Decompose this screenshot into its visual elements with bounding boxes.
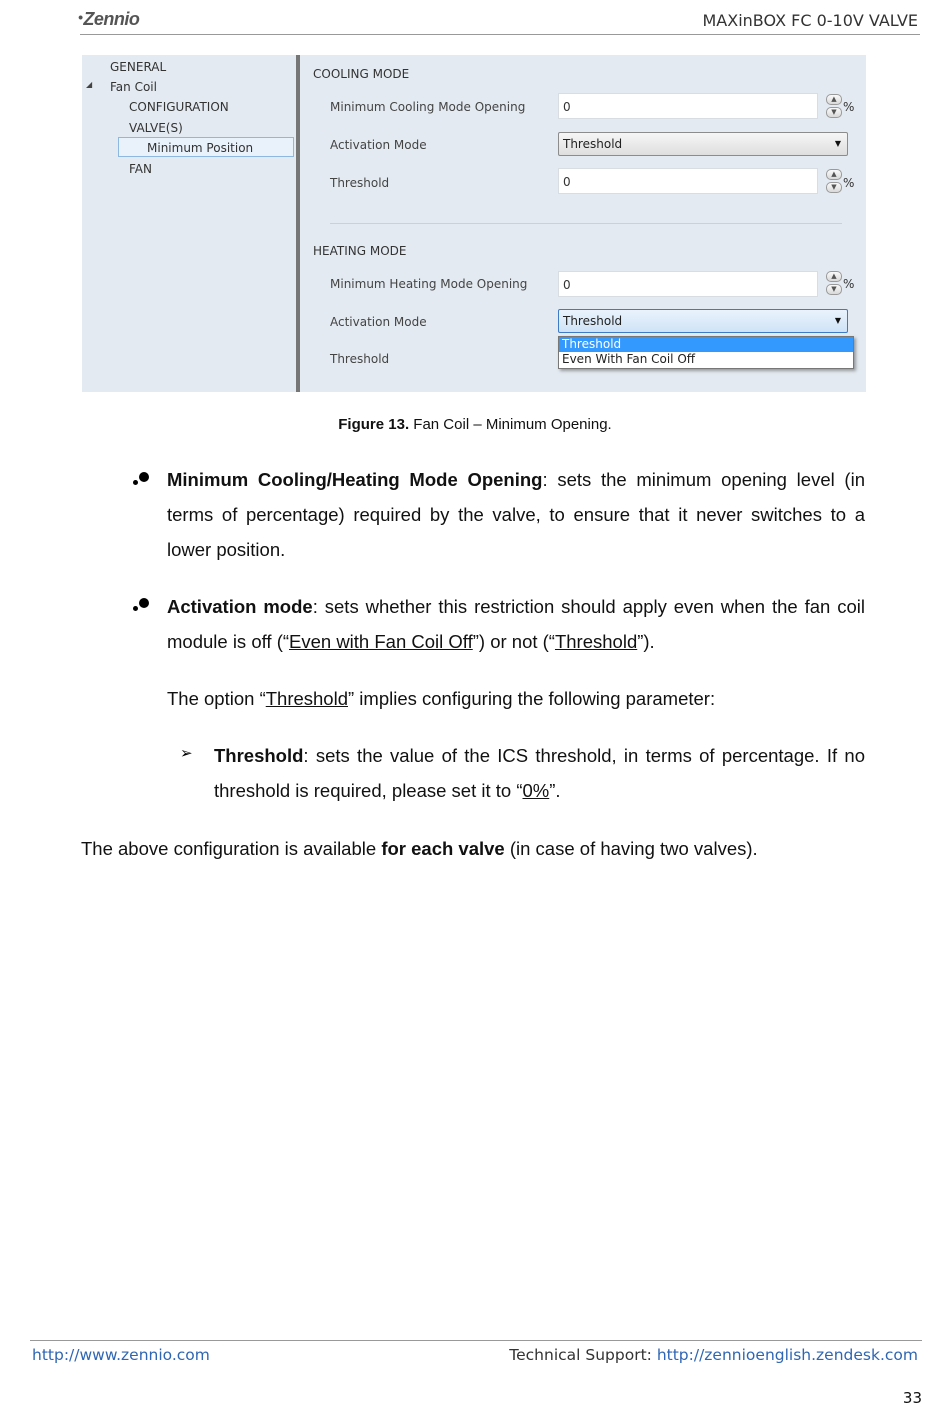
- chevron-down-icon[interactable]: ▼: [834, 316, 841, 325]
- min-heating-opening-unit: %: [843, 277, 855, 291]
- min-heating-opening-label: Minimum Heating Mode Opening: [330, 277, 528, 291]
- paragraph-each-valve: The above configuration is available for each valve (in case of having two valves).: [81, 838, 758, 859]
- heating-activation-mode-select[interactable]: Threshold ▼: [558, 309, 848, 333]
- heating-threshold-label: Threshold: [330, 352, 390, 366]
- cooling-threshold-input[interactable]: 0: [558, 168, 818, 194]
- support-link[interactable]: http://zennioenglish.zendesk.com: [656, 1346, 918, 1364]
- activation-mode-dropdown-list: [558, 336, 854, 369]
- tree-item-configuration[interactable]: CONFIGURATION: [129, 100, 229, 114]
- technical-support: Technical Support: http://zennioenglish.zendesk.com: [509, 1346, 918, 1364]
- chevron-down-icon[interactable]: ▼: [834, 139, 841, 148]
- cooling-mode-heading: COOLING MODE: [313, 67, 410, 81]
- spin-down-icon[interactable]: ▼: [826, 182, 842, 193]
- footer-rule: [30, 1340, 922, 1341]
- bullet-icon: [133, 598, 149, 614]
- tree-item-fan[interactable]: FAN: [129, 162, 152, 176]
- dropdown-option-threshold[interactable]: Threshold: [559, 337, 853, 352]
- page-number: 33: [902, 1389, 922, 1407]
- spin-up-icon[interactable]: ▲: [826, 271, 842, 282]
- figure-caption: Figure 13. Fan Coil – Minimum Opening.: [338, 416, 612, 433]
- arrow-bullet-icon: ➢: [180, 745, 193, 762]
- paragraph-min-opening: Minimum Cooling/Heating Mode Opening: sets the minimum opening level (in terms of percentage) required by the valve, to ensure that it never switches to a lower position.: [167, 469, 865, 560]
- tree-item-fan-coil[interactable]: Fan Coil: [110, 80, 157, 94]
- min-cooling-opening-unit: %: [843, 100, 855, 114]
- dropdown-option-even-with-fan-coil-off[interactable]: Even With Fan Coil Off: [562, 352, 696, 366]
- min-heating-opening-input[interactable]: 0: [558, 271, 818, 297]
- tree-item-general[interactable]: GENERAL: [110, 60, 167, 74]
- min-cooling-opening-label: Minimum Cooling Mode Opening: [330, 100, 526, 114]
- cooling-activation-mode-label: Activation Mode: [330, 138, 427, 152]
- section-divider: [330, 223, 842, 224]
- paragraph-threshold-option: The option “Threshold” implies configuring the following parameter:: [167, 688, 716, 709]
- cooling-activation-mode-select[interactable]: Threshold ▼: [558, 132, 848, 156]
- spin-down-icon[interactable]: ▼: [826, 284, 842, 295]
- parameter-tree: [82, 55, 296, 392]
- paragraph-activation-mode: Activation mode: sets whether this restriction should apply even when the fan coil module is off (“Even with Fan Coil Off”) or not (“Threshold”).: [167, 596, 865, 652]
- parameter-panel: [300, 55, 866, 392]
- min-heating-opening-spinner[interactable]: [826, 271, 844, 297]
- paragraph-threshold: Threshold: sets the value of the ICS threshold, in terms of percentage. If no threshold is required, please set it to “0%”.: [214, 745, 865, 801]
- spin-up-icon[interactable]: ▲: [826, 169, 842, 180]
- figure-screenshot: [82, 55, 866, 392]
- bullet-icon: [133, 472, 149, 488]
- heating-mode-heading: HEATING MODE: [313, 244, 407, 258]
- website-link[interactable]: http://www.zennio.com: [32, 1346, 210, 1364]
- zennio-logo: •Zennio: [78, 9, 140, 29]
- heating-activation-mode-label: Activation Mode: [330, 315, 427, 329]
- cooling-threshold-label: Threshold: [330, 176, 390, 190]
- header-rule: [80, 34, 920, 35]
- cooling-threshold-unit: %: [843, 176, 855, 190]
- tree-item-minimum-position[interactable]: Minimum Position: [147, 141, 254, 155]
- expand-arrow-icon[interactable]: ◢: [86, 80, 93, 89]
- min-cooling-opening-spinner[interactable]: [826, 94, 844, 120]
- document-title: MAXinBOX FC 0-10V VALVE: [702, 11, 918, 30]
- min-cooling-opening-input[interactable]: 0: [558, 93, 818, 119]
- spin-up-icon[interactable]: ▲: [826, 94, 842, 105]
- cooling-threshold-spinner[interactable]: [826, 169, 844, 195]
- spin-down-icon[interactable]: ▼: [826, 107, 842, 118]
- tree-item-valves[interactable]: VALVE(S): [129, 121, 183, 135]
